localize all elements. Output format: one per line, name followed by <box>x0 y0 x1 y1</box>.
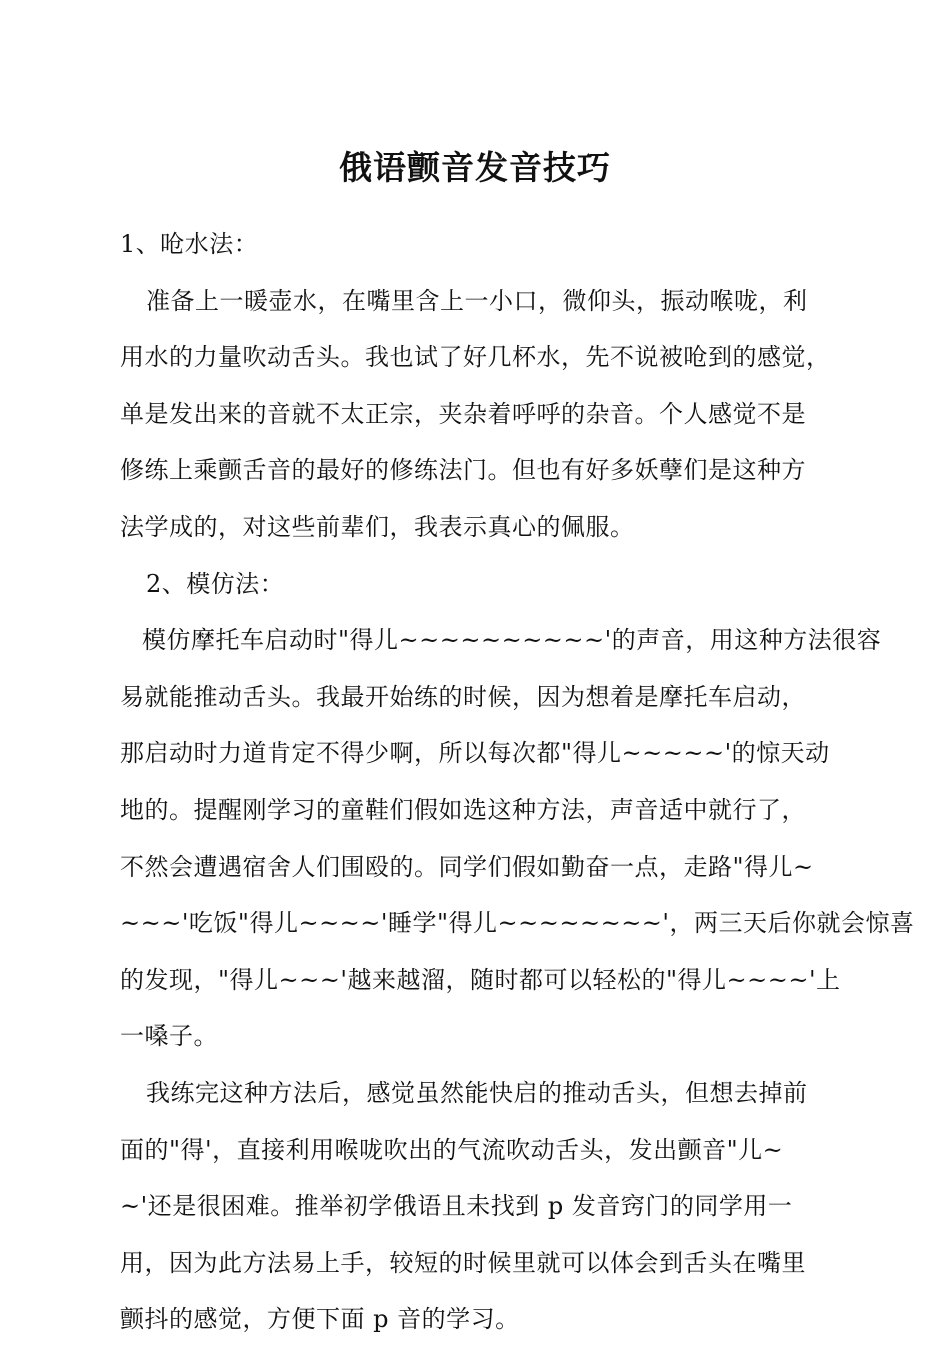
paragraph-line: 法学成的，对这些前辈们，我表示真心的佩服。 <box>120 512 635 541</box>
paragraph-line: 面的"得'，直接利用喉咙吹出的气流吹动舌头，发出颤音"儿~ <box>120 1135 784 1164</box>
paragraph-line: 修练上乘颤舌音的最好的修练法门。但也有好多妖孽们是这种方 <box>120 456 806 485</box>
paragraph-line: 用水的力量吹动舌头。我也试了好几杯水，先不说被呛到的感觉， <box>120 343 831 372</box>
paragraph-line: 准备上一暖壶水，在嘴里含上一小口，微仰头，振动喉咙，利 <box>146 286 808 315</box>
paragraph-line: 易就能推动舌头。我最开始练的时候，因为想着是摩托车启动， <box>120 682 806 711</box>
paragraph-line: 颤抖的感觉，方便下面 p 音的学习。 <box>120 1305 520 1334</box>
paragraph-line: 地的。提醒刚学习的童鞋们假如选这种方法，声音适中就行了， <box>120 795 806 824</box>
section-heading: 1、呛水法： <box>120 230 259 258</box>
paragraph-line: 单是发出来的音就不太正宗，夹杂着呼呼的杂音。个人感觉不是 <box>120 399 806 428</box>
paragraph-line: 不然会遭遇宿舍人们围殴的。同学们假如勤奋一点，走路"得儿~ <box>120 852 814 881</box>
paragraph-line: 的发现，"得儿~~~'越来越溜，随时都可以轻松的"得儿~~~~'上 <box>120 965 841 994</box>
document-title: 俄语颤音发音技巧 <box>339 148 611 187</box>
document-body <box>120 216 915 1348</box>
paragraph-line: 那启动时力道肯定不得少啊，所以每次都"得儿~~~~~'的惊天动 <box>120 739 830 768</box>
section-heading: 2、模仿法： <box>146 569 285 598</box>
paragraph-line: 一嗓子。 <box>120 1022 218 1051</box>
paragraph-line: ~'还是很困难。推举初学俄语且未找到 p 发音窍门的同学用一 <box>120 1192 793 1221</box>
paragraph-line: 用，因为此方法易上手，较短的时候里就可以体会到舌头在嘴里 <box>120 1248 806 1277</box>
paragraph-line: 模仿摩托车启动时"得儿~~~~~~~~~~'的声音，用这种方法很容 <box>142 626 882 655</box>
paragraph-line: ~~~'吃饭"得儿~~~~'睡学"得儿~~~~~~~~'，两三天后你就会惊喜 <box>120 909 915 938</box>
paragraph-line: 我练完这种方法后，感觉虽然能快启的推动舌头，但想去掉前 <box>146 1078 808 1107</box>
